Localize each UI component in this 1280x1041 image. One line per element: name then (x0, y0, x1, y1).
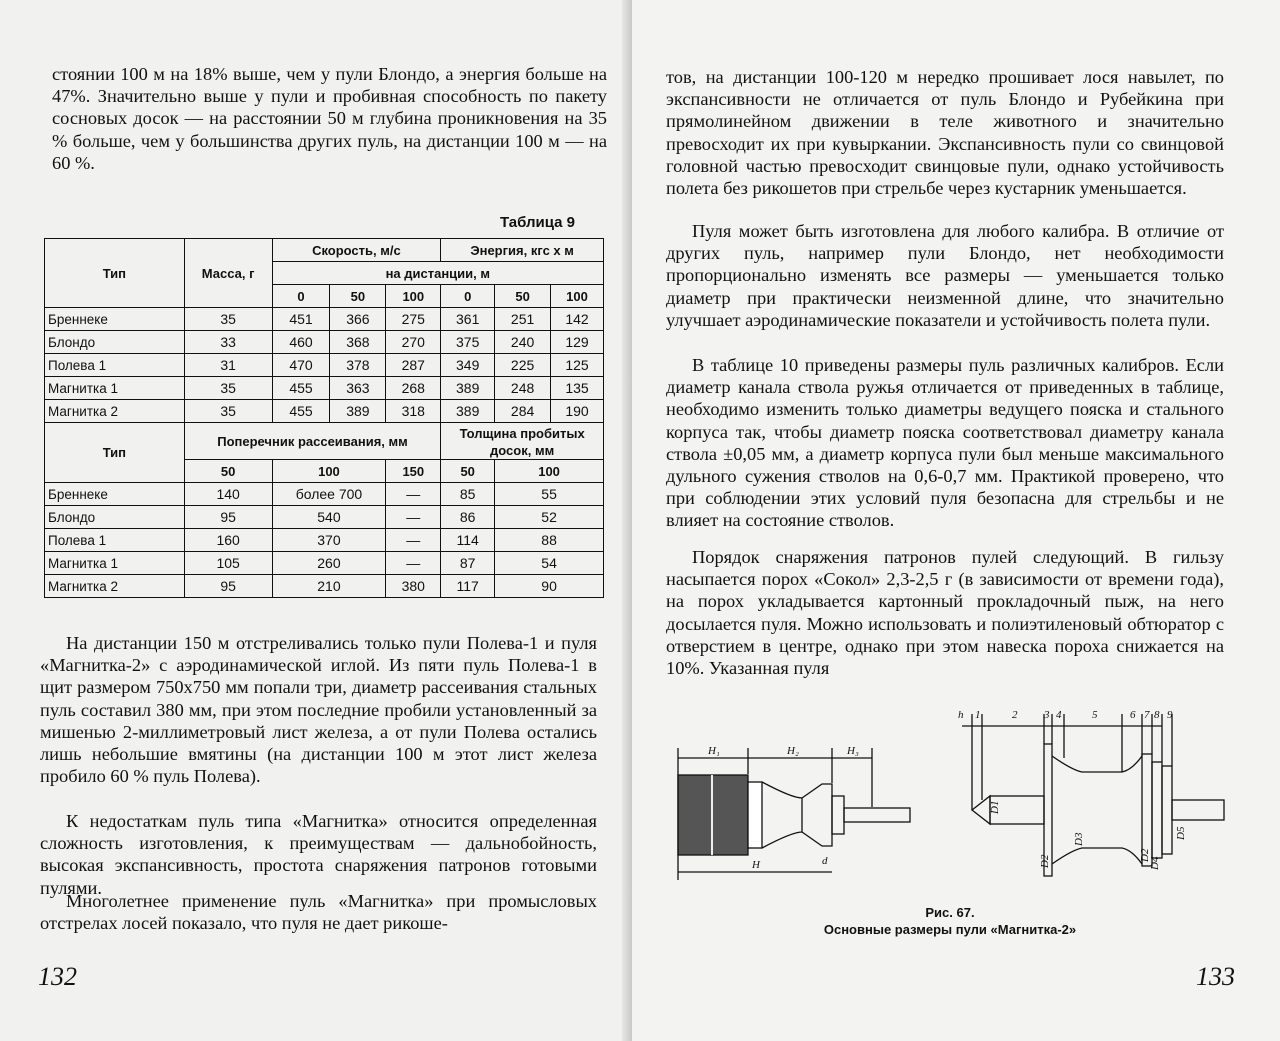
value-cell: 287 (386, 354, 441, 377)
value-cell: 366 (330, 308, 386, 331)
dist-cell: 100 (551, 285, 604, 308)
value-cell: 105 (184, 552, 272, 575)
dist-cell: 50 (184, 460, 272, 483)
header-speed: Скорость, м/с (272, 239, 441, 262)
table-row (45, 400, 604, 423)
value-cell: 114 (441, 529, 495, 552)
right-paragraph-1: тов, на дистанции 100-120 м нередко прошивает лося навылет, по экспансивности не отличается от пуль Блондо и Рубейкина при прямолинейном движении в теле животного и значительно превосходит их при кувыркании. Экспансивность пули со свинцовой головной частью превосходит свинцовые пули, однако устойчивость полета без рикошетов при стрельбе через кустарник уменьшается. (666, 67, 1224, 199)
table-row (45, 354, 604, 377)
table-body-2 (45, 483, 604, 598)
value-cell: 370 (272, 529, 386, 552)
row-name-cell: Магнитка 2 (45, 575, 185, 598)
dim-label: 7 (1144, 709, 1150, 721)
value-cell: 33 (184, 331, 272, 354)
value-cell: 318 (386, 400, 441, 423)
dist-cell: 50 (441, 460, 495, 483)
table-body-1 (45, 308, 604, 423)
value-cell: 460 (272, 331, 330, 354)
value-cell: 380 (386, 575, 441, 598)
dim-label: D3 (1073, 832, 1085, 846)
dim-label: H₂ (787, 745, 799, 757)
table-row (45, 506, 604, 529)
dim-label: 5 (1092, 709, 1098, 721)
table-caption: Таблица 9 (500, 214, 576, 231)
value-cell: 52 (495, 506, 604, 529)
dim-label: 4 (1056, 709, 1062, 721)
value-cell: 117 (441, 575, 495, 598)
header-dispersion: Поперечник рассеивания, мм (184, 423, 441, 460)
left-paragraph-1: стоянии 100 м на 18% выше, чем у пули Блондо, а энергия больше на 47%. Значительно выше у пули и пробивная способность по пакету сосновых досок — на расстоянии 50 м глубина проникновения на 35 % больше, чем у большинства других пуль, на дистанции 100 м — на 60 %. (52, 64, 607, 173)
table-row (45, 552, 604, 575)
dist-cell: 50 (330, 285, 386, 308)
value-cell: 90 (495, 575, 604, 598)
dim-label: h (958, 709, 964, 721)
value-cell: 95 (184, 575, 272, 598)
header-mass: Масса, г (184, 239, 272, 308)
value-cell: 95 (184, 506, 272, 529)
left-paragraph-3: К недостаткам пуль типа «Магнитка» относится определенная сложность изготовления, к преимуществам — дальнобойность, высокая экспансивность, простота снаряжения патронов готовыми пулями. (40, 811, 597, 898)
value-cell: 451 (272, 308, 330, 331)
bullet-diagram (672, 700, 1232, 900)
value-cell: 455 (272, 377, 330, 400)
value-cell: 87 (441, 552, 495, 575)
dim-label: 9 (1167, 709, 1173, 721)
value-cell: 363 (330, 377, 386, 400)
value-cell: 251 (495, 308, 551, 331)
header-type-2: Тип (45, 423, 185, 483)
right-paragraph-2: Пуля может быть изготовлена для любого калибра. В отличие от других пуль, например пули Блондо, нет необходимости пропорционально изменять все размеры — уменьшается только диаметр при практически неизменной длине, что значительно улучшает аэродинамические показатели и устойчивость полета пули. (666, 221, 1224, 330)
value-cell: 160 (184, 529, 272, 552)
left-page (0, 0, 632, 1041)
dim-label: 8 (1154, 709, 1160, 721)
header-type: Тип (45, 239, 185, 308)
value-cell: 135 (551, 377, 604, 400)
value-cell: 85 (441, 483, 495, 506)
value-cell: 225 (495, 354, 551, 377)
value-cell: 389 (441, 400, 495, 423)
value-cell: 275 (386, 308, 441, 331)
value-cell: — (386, 506, 441, 529)
value-cell: 142 (551, 308, 604, 331)
dim-label: D2 (1139, 848, 1151, 862)
row-name-cell: Блондо (45, 506, 185, 529)
table-row (45, 529, 604, 552)
dim-label: H₁ (708, 745, 720, 757)
dim-label: H₃ (847, 745, 859, 757)
dim-label: 2 (1012, 709, 1018, 721)
dist-cell: 0 (441, 285, 495, 308)
row-name-cell: Бреннеке (45, 483, 185, 506)
table-9 (44, 238, 604, 598)
header-distance: на дистанции, м (272, 262, 603, 285)
value-cell: — (386, 483, 441, 506)
value-cell: 361 (441, 308, 495, 331)
value-cell: 190 (551, 400, 604, 423)
table-row (45, 575, 604, 598)
value-cell: 35 (184, 400, 272, 423)
row-name-cell: Полева 1 (45, 529, 185, 552)
dist-cell: 100 (495, 460, 604, 483)
value-cell: 240 (495, 331, 551, 354)
dim-label: d (822, 855, 828, 867)
value-cell: 375 (441, 331, 495, 354)
value-cell: 455 (272, 400, 330, 423)
value-cell: 349 (441, 354, 495, 377)
value-cell: более 700 (272, 483, 386, 506)
value-cell: 470 (272, 354, 330, 377)
row-name-cell: Блондо (45, 331, 185, 354)
figure-title: Основные размеры пули «Магнитка-2» (823, 922, 1077, 937)
row-name-cell: Полева 1 (45, 354, 185, 377)
value-cell: 260 (272, 552, 386, 575)
table-row (45, 483, 604, 506)
value-cell: 540 (272, 506, 386, 529)
value-cell: — (386, 552, 441, 575)
value-cell: 368 (330, 331, 386, 354)
dim-label: 3 (1044, 709, 1050, 721)
value-cell: 284 (495, 400, 551, 423)
value-cell: 31 (184, 354, 272, 377)
row-name-cell: Магнитка 1 (45, 377, 185, 400)
value-cell: 125 (551, 354, 604, 377)
header-boards: Толщина пробитых досок, мм (441, 423, 604, 460)
figure-number: Рис. 67. (925, 905, 975, 920)
row-name-cell: Магнитка 1 (45, 552, 185, 575)
value-cell: 210 (272, 575, 386, 598)
value-cell: — (386, 529, 441, 552)
value-cell: 378 (330, 354, 386, 377)
left-paragraph-2: На дистанции 150 м отстреливались только пули Полева-1 и пуля «Магнитка-2» с аэродинамической иглой. Из пяти пуль Полева-1 в щит размером 750х750 мм попали три, диаметр рассеивания стальных пуль составил 380 мм, при этом последние пробили установленный за мишенью 2-миллиметровый лист железа, а от пули Полева остались лишь небольшие вмятины (на дистанции 100 м этот лист железа пробило 60 % пуль Полева). (40, 633, 597, 787)
value-cell: 268 (386, 377, 441, 400)
dist-cell: 100 (386, 285, 441, 308)
dim-label: 1 (975, 709, 981, 721)
value-cell: 140 (184, 483, 272, 506)
value-cell: 54 (495, 552, 604, 575)
left-paragraph-4: Многолетнее применение пуль «Магнитка» при промысловых отстрелах лосей показало, что пуля не дает рикоше- (40, 891, 597, 934)
value-cell: 248 (495, 377, 551, 400)
table-row (45, 377, 604, 400)
table-row (45, 331, 604, 354)
header-energy: Энергия, кгс х м (441, 239, 604, 262)
dim-label: H (752, 859, 760, 871)
value-cell: 35 (184, 377, 272, 400)
dist-cell: 100 (272, 460, 386, 483)
right-paragraph-3: В таблице 10 приведены размеры пуль различных калибров. Если диаметр канала ствола ружья отличается от приведенных в таблице, необходимо изменить только диаметры ведущего пояска и стального корпуса так, чтобы диаметр пояска соответствовал диаметру канала ствола ±0,05 мм, а диаметр корпуса пули был меньше максимального дульного сужения стволов на 0,6-0,7 мм. Практикой проверено, что при соблюдении этих условий пуля безопасна для стрельбы и не влияет на состояние стволов. (666, 355, 1224, 531)
page-number-left: 132 (38, 962, 77, 991)
dim-label: D2 (1039, 854, 1051, 868)
dist-cell: 150 (386, 460, 441, 483)
dim-label: D4 (1149, 856, 1161, 870)
right-paragraph-4: Порядок снаряжения патронов пулей следующий. В гильзу насыпается порох «Сокол» 2,3-2,5 г (в зависимости от времени года), на порох укладывается картонный прокладочный пыж, на него досылается пуля. Можно использовать и полиэтиленовый обтюратор с отверстием в центре, однако при этом навеска пороха снижается на 10%. Указанная пуля (666, 547, 1224, 679)
dim-label: D1 (989, 800, 1001, 814)
value-cell: 88 (495, 529, 604, 552)
row-name-cell: Бреннеке (45, 308, 185, 331)
value-cell: 86 (441, 506, 495, 529)
value-cell: 55 (495, 483, 604, 506)
page-number-right: 133 (1196, 962, 1235, 991)
dist-cell: 50 (495, 285, 551, 308)
dim-label: D5 (1175, 826, 1187, 840)
value-cell: 389 (330, 400, 386, 423)
row-name-cell: Магнитка 2 (45, 400, 185, 423)
value-cell: 389 (441, 377, 495, 400)
value-cell: 270 (386, 331, 441, 354)
value-cell: 129 (551, 331, 604, 354)
dist-cell: 0 (272, 285, 330, 308)
table-row (45, 308, 604, 331)
dim-label: 6 (1130, 709, 1136, 721)
value-cell: 35 (184, 308, 272, 331)
